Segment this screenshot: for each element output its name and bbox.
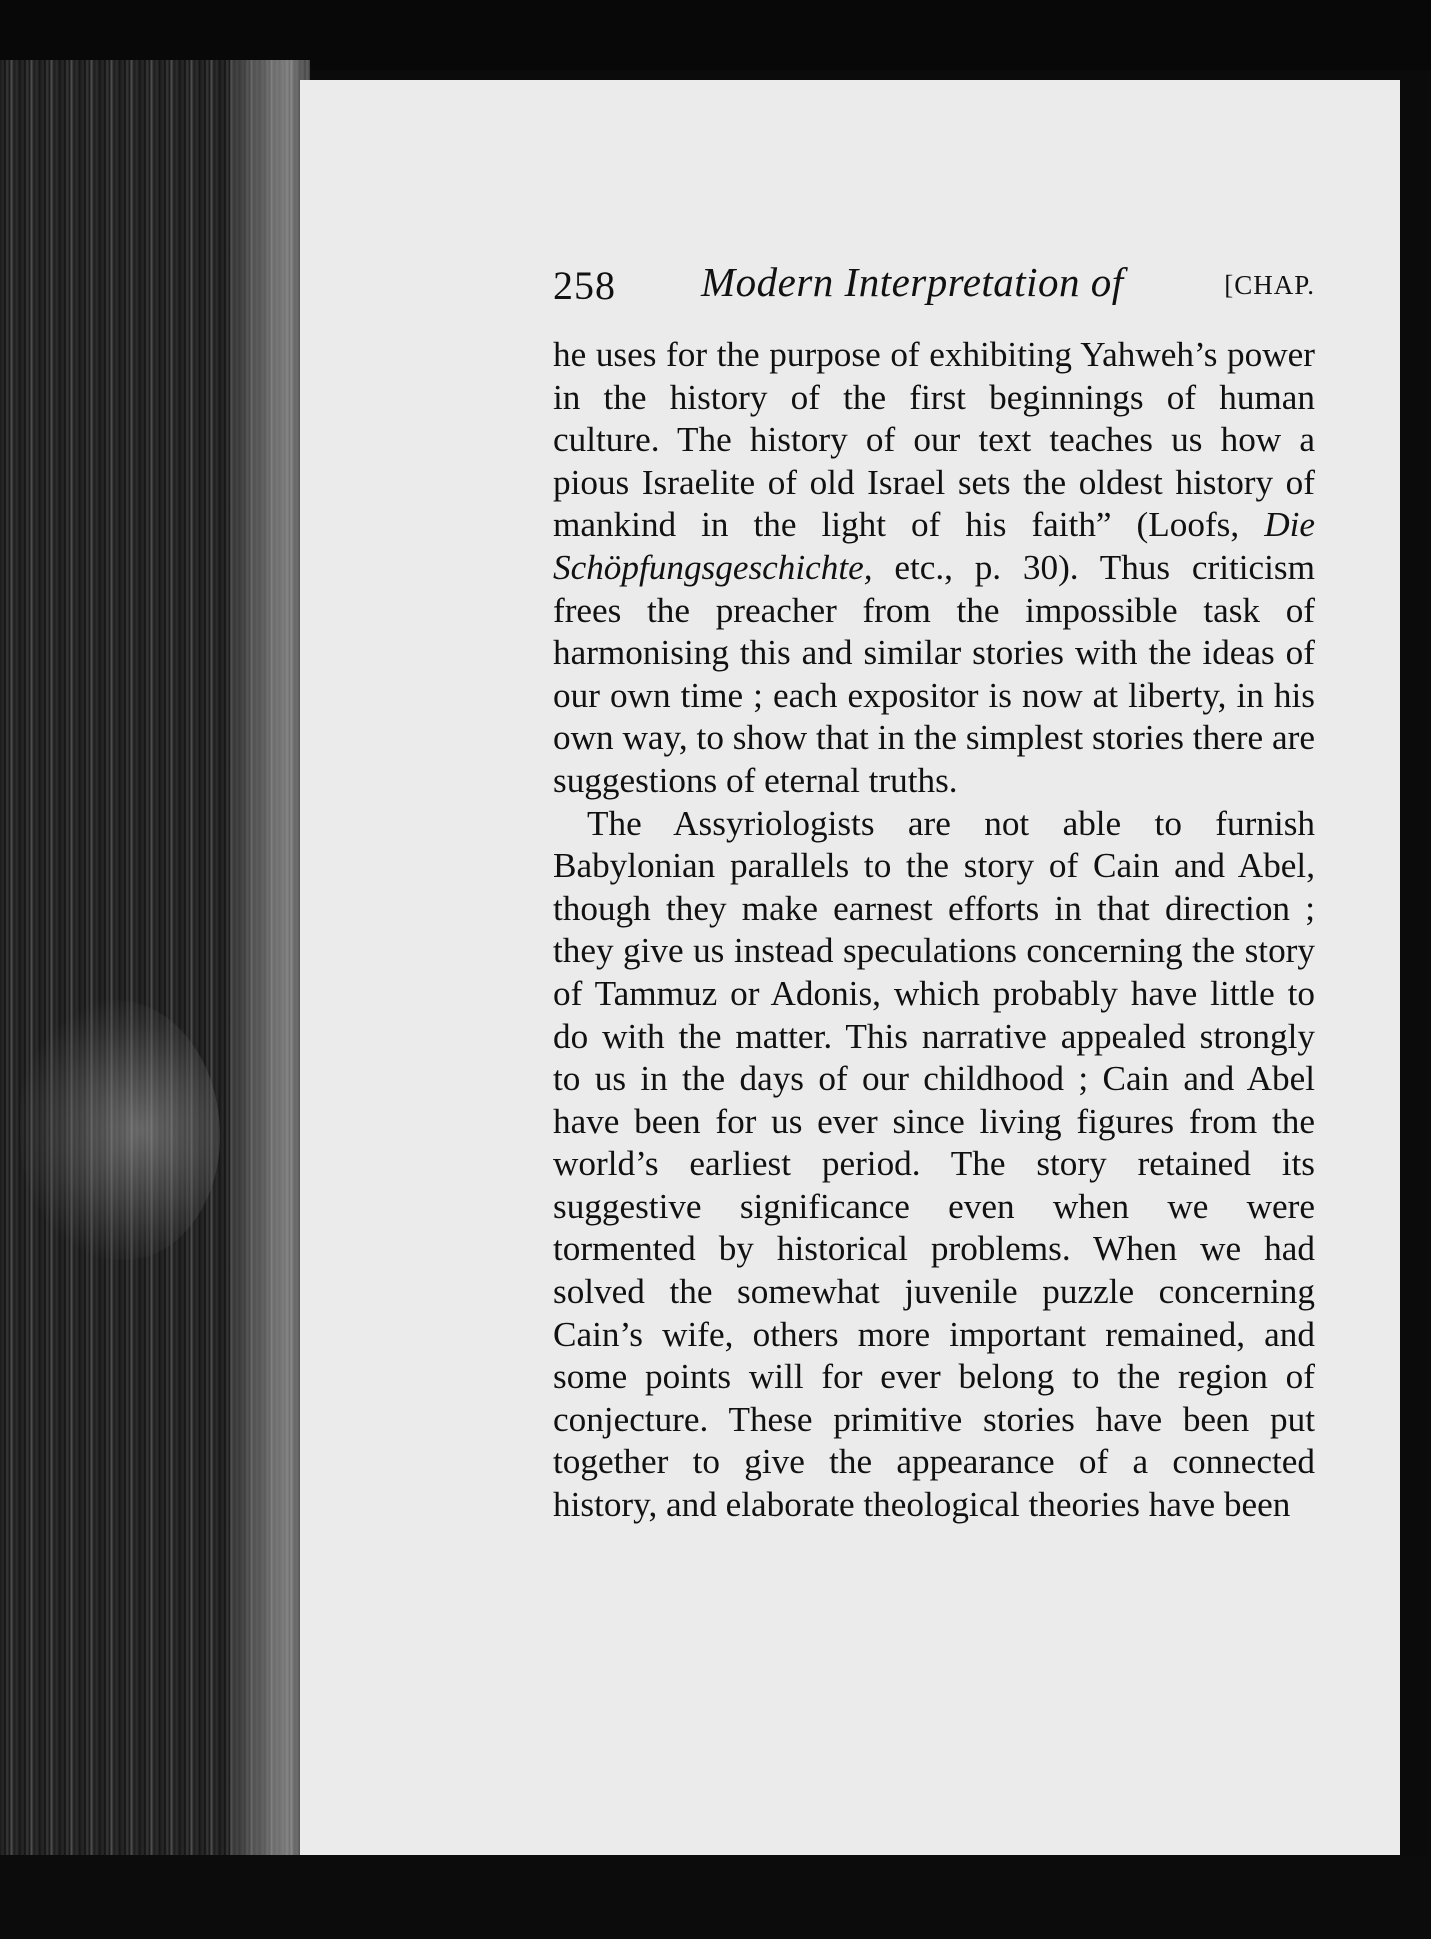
paragraph: [553, 334, 1315, 803]
scan-bottom-border: [0, 1855, 1431, 1939]
chapter-mark: [CHAP.: [1224, 270, 1315, 300]
running-title: Modern Interpretation of: [701, 259, 1124, 305]
text-run: he uses for the purpose of exhibiting Yahweh’s power in the history of the first beginnings of human culture. The history of our text teaches us how a pious Israelite of old Israel sets the oldest history of mankind in the light of his faith” (Loofs,: [553, 335, 1315, 545]
italic-citation: Die Schöpfungsgeschichte,: [553, 505, 1315, 587]
paragraph: [553, 803, 1315, 1527]
body-text: [553, 334, 1315, 1527]
gutter-shadow: [230, 60, 310, 1860]
text-run: The Assyriologists are not able to furnish Babylonian parallels to the story of Cain and Abel, though they make earnest efforts in that direction ; they give us instead speculations concerning the story of Tammuz or Adonis, which probably have little to do with the matter. This narrative appealed strongly to us in the days of our childhood ; Cain and Abel have been for us ever since living figures from the world’s earliest period. The story retained its suggestive significance even when we were tormented by historical problems. When we had solved the somewhat juvenile puzzle concerning Cain’s wife, others more important remained, and some points will for ever belong to the region of conjecture. These primitive stories have been put together to give the appearance of a connected history, and elaborate theological theories have been: [553, 803, 1315, 1525]
page-number: 258: [553, 263, 616, 308]
running-head: [553, 259, 1315, 314]
page-text-block: [553, 259, 1315, 1527]
text-run: etc., p. 30). Thus criticism frees the preacher from the impossible task of harmonising this and similar stories with the ideas of our own time ; each expositor is now at liberty, in his own way, to show that in the simplest stories there are suggestions of eternal truths.: [553, 547, 1315, 800]
